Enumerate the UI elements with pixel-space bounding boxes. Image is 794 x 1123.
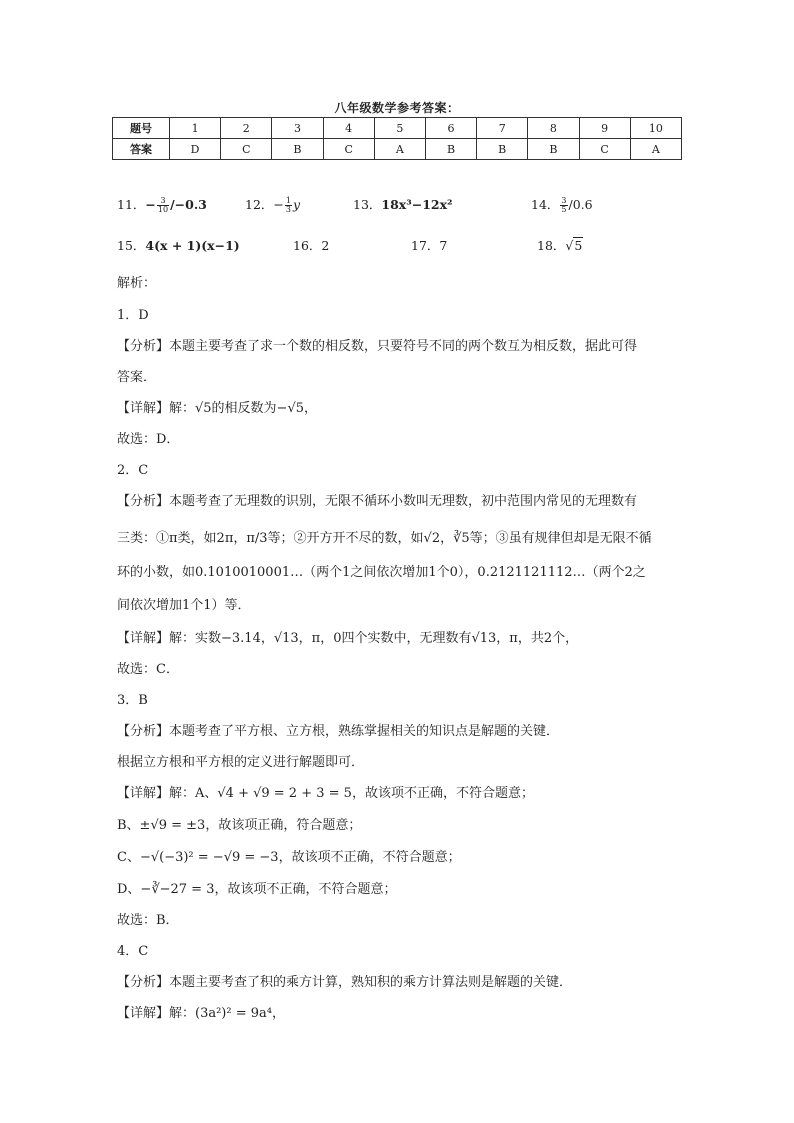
- question-answer: 3．B: [117, 693, 148, 708]
- table-cell: C: [323, 139, 374, 160]
- table-cell: 5: [374, 118, 425, 139]
- analysis-line: 【分析】本题考查了无理数的识别，无限不循环小数叫无理数，初中范围内常见的无理数有: [117, 494, 638, 509]
- fill-answers-row-2: [117, 236, 687, 256]
- fraction: $\frac{3}{10}$: [157, 196, 169, 214]
- detail-line: D、−∛−27 = 3，故该项不正确，不符合题意；: [117, 882, 397, 897]
- table-row: [113, 139, 682, 160]
- fraction: $\frac{3}{5}$: [561, 196, 567, 214]
- table-cell: B: [425, 139, 476, 160]
- table-cell: 4: [323, 118, 374, 139]
- table-cell: C: [221, 139, 272, 160]
- choice-line: 故选：B．: [117, 913, 179, 928]
- fraction: $\frac{1}{3}$: [285, 196, 291, 214]
- analysis-line: 环的小数，如0.1010010001…（两个1之间依次增加1个0），0.2121121112…（两个2之: [117, 565, 646, 580]
- answer-number: 13．: [353, 197, 382, 212]
- detail-line: 【详解】解：实数−3.14，√13，π，0四个实数中，无理数有√13，π，共2个，: [117, 631, 579, 646]
- table-cell: 1: [170, 118, 221, 139]
- answer-number: 14．: [531, 197, 560, 212]
- answer-12: 12．− $\frac{1}{3}$ y: [245, 196, 301, 214]
- table-cell: 3: [272, 118, 323, 139]
- question-answer: 1．D: [117, 308, 149, 323]
- table-cell: 2: [221, 118, 272, 139]
- answer-number: 15．: [117, 238, 146, 253]
- table-row: [113, 118, 682, 139]
- detail-line: C、−√(−3)² = −√9 = −3，故该项不正确，不符合题意；: [117, 850, 461, 865]
- question-answer: 4．C: [117, 944, 149, 959]
- analysis-line: 根据立方根和平方根的定义进行解题即可．: [117, 755, 365, 770]
- table-cell: A: [630, 139, 681, 160]
- row-label: 答案: [113, 139, 170, 160]
- fill-answers-row-1: [117, 195, 687, 215]
- table-cell: D: [170, 139, 221, 160]
- question-answer: 2．C: [117, 463, 149, 478]
- answer-16: 16．2: [293, 238, 330, 253]
- table-cell: 10: [630, 118, 681, 139]
- answer-value: /0.6: [568, 197, 593, 212]
- choice-line: 故选：D．: [117, 432, 180, 447]
- answer-18: [537, 236, 583, 254]
- answer-14: [531, 195, 593, 214]
- sqrt-symbol: √5: [565, 238, 583, 253]
- answer-number: 18．: [537, 238, 566, 253]
- page-title: 八年级数学参考答案：: [334, 101, 460, 115]
- analysis-line: 答案．: [117, 370, 157, 385]
- table-cell: 7: [477, 118, 528, 139]
- answer-11: 11．− $\frac{3}{10}$ /−0.3: [117, 196, 207, 214]
- table-cell: B: [272, 139, 323, 160]
- answer-number: 11．: [117, 197, 146, 212]
- answer-number: 12．: [245, 197, 274, 212]
- detail-line: 【详解】解：√5的相反数为−√5，: [117, 401, 318, 416]
- answer-table: [112, 117, 682, 160]
- table-cell: 9: [579, 118, 630, 139]
- answer-value: /−0.3: [170, 197, 207, 212]
- section-heading: 解析：: [117, 276, 157, 291]
- table-cell: A: [374, 139, 425, 160]
- table-cell: B: [477, 139, 528, 160]
- analysis-line: 【分析】本题主要考查了积的乘方计算，熟知积的乘方计算法则是解题的关键．: [117, 975, 573, 990]
- analysis-line: 【分析】本题主要考查了求一个数的相反数，只要符号不同的两个数互为相反数，据此可得: [117, 339, 638, 354]
- answer-15: [117, 236, 240, 254]
- table-cell: 8: [528, 118, 579, 139]
- table-cell: C: [579, 139, 630, 160]
- table-cell: B: [528, 139, 579, 160]
- answer-value: y: [292, 197, 301, 212]
- choice-line: 故选：C．: [117, 662, 179, 677]
- analysis-line: 【分析】本题考查了平方根、立方根，熟练掌握相关的知识点是解题的关键．: [117, 724, 560, 739]
- row-label: 题号: [113, 118, 170, 139]
- analysis-line: 三类：①π类，如2π，π/3等；②开方开不尽的数，如√2，∛5等；③虽有规律但却是无限不循: [117, 531, 652, 546]
- answer-13: [353, 195, 453, 213]
- detail-line: 【详解】解：(3a²)² = 9a⁴，: [117, 1006, 285, 1021]
- analysis-line: 间依次增加1个1）等．: [117, 598, 251, 613]
- answer-value: 4(x + 1)(x−1): [145, 238, 240, 253]
- answer-value: 18x³−12x²: [381, 197, 453, 212]
- table-cell: 6: [425, 118, 476, 139]
- answer-17: 17．7: [411, 238, 448, 253]
- detail-line: 【详解】解：A、√4 + √9 = 2 + 3 = 5，故该项不正确，不符合题意；: [117, 786, 534, 801]
- detail-line: B、±√9 = ±3，故该项正确，符合题意；: [117, 818, 362, 833]
